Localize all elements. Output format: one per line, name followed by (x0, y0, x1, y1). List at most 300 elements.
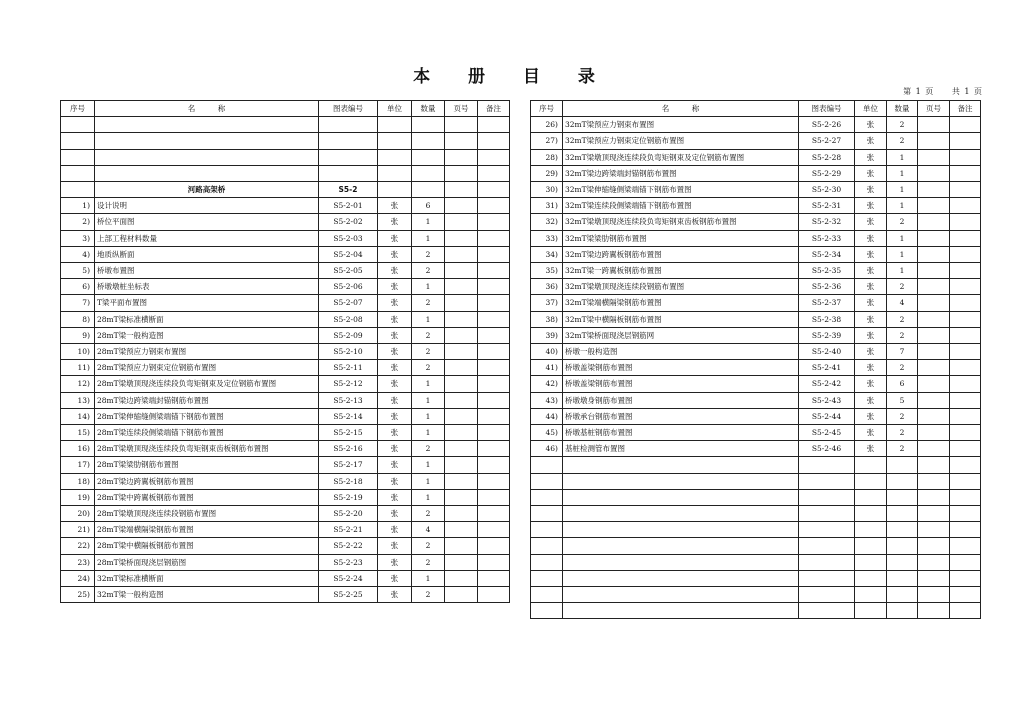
row-note (478, 457, 510, 473)
row-note (478, 246, 510, 262)
table-row (531, 586, 981, 602)
row-note (478, 295, 510, 311)
row-page (445, 149, 478, 165)
row-unit: 张 (855, 295, 887, 311)
row-page (445, 181, 478, 197)
row-unit (855, 554, 887, 570)
row-qty: 1 (887, 165, 918, 181)
header-name: 名 称 (563, 101, 799, 117)
row-qty (887, 457, 918, 473)
row-qty: 4 (412, 522, 445, 538)
row-note (478, 538, 510, 554)
table-row (531, 344, 981, 360)
table-row (531, 311, 981, 327)
table-row (61, 489, 510, 505)
row-number (531, 586, 563, 602)
row-code (799, 603, 855, 619)
row-code: S5-2-33 (799, 230, 855, 246)
table-row (61, 181, 510, 197)
row-number: 4) (61, 246, 95, 262)
row-unit (378, 149, 412, 165)
row-code: S5-2-20 (319, 506, 378, 522)
row-page (445, 408, 478, 424)
row-number (531, 506, 563, 522)
row-note (478, 343, 510, 359)
row-unit: 张 (855, 344, 887, 360)
row-code: S5-2-03 (319, 230, 378, 246)
row-name: 32mT梁墩顶现浇连续段负弯矩钢束齿板钢筋布置图 (563, 214, 799, 230)
row-number (531, 554, 563, 570)
row-unit: 张 (378, 327, 412, 343)
row-note (478, 506, 510, 522)
row-page (445, 311, 478, 327)
row-qty: 1 (412, 376, 445, 392)
row-qty: 2 (887, 360, 918, 376)
row-code: S5-2-29 (799, 165, 855, 181)
row-name: 32mT梁桥面现浇层钢筋网 (563, 327, 799, 343)
table-header-row (61, 101, 510, 117)
row-qty (412, 181, 445, 197)
row-unit: 张 (378, 360, 412, 376)
table-row (531, 182, 981, 198)
row-unit: 张 (855, 182, 887, 198)
table-row (61, 376, 510, 392)
row-page (918, 408, 950, 424)
row-page (445, 522, 478, 538)
row-qty (887, 586, 918, 602)
header-unit: 单位 (378, 101, 412, 117)
row-note (950, 214, 981, 230)
row-qty: 2 (887, 279, 918, 295)
row-note (478, 165, 510, 181)
row-qty (412, 133, 445, 149)
row-page (918, 182, 950, 198)
row-page (445, 538, 478, 554)
row-unit: 张 (855, 263, 887, 279)
table-row (531, 214, 981, 230)
row-name (95, 117, 319, 133)
row-page (445, 506, 478, 522)
row-unit: 张 (855, 117, 887, 133)
row-qty: 1 (887, 149, 918, 165)
row-number: 8) (61, 311, 95, 327)
row-code: S5-2-26 (799, 117, 855, 133)
row-name: 32mT梁梁肋钢筋布置图 (563, 230, 799, 246)
row-qty: 6 (412, 198, 445, 214)
row-qty: 1 (412, 214, 445, 230)
row-note (950, 506, 981, 522)
row-name: 32mT梁预应力钢束定位钢筋布置图 (563, 133, 799, 149)
row-name: 28mT梁伸缩缝侧梁端锚下钢筋布置图 (95, 408, 319, 424)
table-row (531, 327, 981, 343)
row-code: S5-2-12 (319, 376, 378, 392)
row-page (918, 344, 950, 360)
row-qty: 1 (412, 392, 445, 408)
row-name: 28mT梁标准横断面 (95, 311, 319, 327)
row-name: 28mT梁中横隔板钢筋布置图 (95, 538, 319, 554)
table-row (531, 263, 981, 279)
row-unit: 张 (378, 522, 412, 538)
row-unit: 张 (855, 230, 887, 246)
row-number: 18) (61, 473, 95, 489)
row-unit: 张 (855, 311, 887, 327)
row-unit: 张 (855, 214, 887, 230)
row-unit: 张 (378, 506, 412, 522)
row-unit: 张 (378, 538, 412, 554)
row-note (950, 489, 981, 505)
row-qty: 1 (887, 230, 918, 246)
row-code: S5-2-25 (319, 587, 378, 603)
row-qty: 1 (412, 570, 445, 586)
row-unit: 张 (378, 198, 412, 214)
table-row (531, 408, 981, 424)
table-row (531, 425, 981, 441)
table-row (531, 570, 981, 586)
row-qty: 2 (887, 408, 918, 424)
row-unit (378, 133, 412, 149)
row-number: 2) (61, 214, 95, 230)
row-name: 桥墩一般构造图 (563, 344, 799, 360)
row-code: S5-2-09 (319, 327, 378, 343)
row-name: 桥墩盖梁钢筋布置图 (563, 360, 799, 376)
row-number: 24) (61, 570, 95, 586)
table-row (61, 198, 510, 214)
header-note: 备注 (478, 101, 510, 117)
row-note (478, 133, 510, 149)
row-number (61, 181, 95, 197)
row-name (95, 133, 319, 149)
table-row (531, 133, 981, 149)
row-note (950, 263, 981, 279)
header-code: 图表编号 (319, 101, 378, 117)
row-name (563, 570, 799, 586)
catalog-table-right (530, 100, 981, 619)
row-unit: 张 (378, 473, 412, 489)
row-unit: 张 (855, 133, 887, 149)
row-unit (855, 489, 887, 505)
row-unit: 张 (855, 165, 887, 181)
row-code: S5-2-21 (319, 522, 378, 538)
row-unit: 张 (855, 149, 887, 165)
table-row (61, 587, 510, 603)
row-name (563, 522, 799, 538)
row-name (95, 149, 319, 165)
row-code (799, 506, 855, 522)
row-number: 41) (531, 360, 563, 376)
row-code (799, 489, 855, 505)
row-unit: 张 (378, 554, 412, 570)
row-code (319, 133, 378, 149)
row-note (478, 554, 510, 570)
row-page (445, 214, 478, 230)
row-page (445, 554, 478, 570)
row-code: S5-2-27 (799, 133, 855, 149)
header-page: 页号 (918, 101, 950, 117)
row-name: 28mT梁墩顶现浇连续段负弯矩钢束及定位钢筋布置图 (95, 376, 319, 392)
row-page (918, 473, 950, 489)
row-number: 14) (61, 408, 95, 424)
row-code (799, 586, 855, 602)
row-unit: 张 (378, 311, 412, 327)
table-row (61, 506, 510, 522)
row-code (319, 165, 378, 181)
row-name (563, 554, 799, 570)
row-code: S5-2-40 (799, 344, 855, 360)
row-code: S5-2-15 (319, 425, 378, 441)
row-note (950, 246, 981, 262)
row-number: 5) (61, 262, 95, 278)
page-info (889, 86, 982, 97)
table-row (61, 295, 510, 311)
row-number (61, 133, 95, 149)
row-code: S5-2-36 (799, 279, 855, 295)
row-qty (887, 489, 918, 505)
row-unit (855, 457, 887, 473)
row-page (445, 489, 478, 505)
table-row (531, 295, 981, 311)
row-code (799, 473, 855, 489)
row-name: 32mT梁边跨梁端封锚钢筋布置图 (563, 165, 799, 181)
row-number: 37) (531, 295, 563, 311)
row-note (478, 408, 510, 424)
row-note (478, 214, 510, 230)
table-row (531, 360, 981, 376)
row-name: 32mT梁墩顶现浇连续段钢筋布置图 (563, 279, 799, 295)
row-qty: 1 (887, 182, 918, 198)
table-row (61, 149, 510, 165)
row-name: 28mT梁预应力钢束定位钢筋布置图 (95, 360, 319, 376)
row-unit: 张 (378, 570, 412, 586)
row-code (319, 117, 378, 133)
row-qty: 1 (412, 408, 445, 424)
row-number: 29) (531, 165, 563, 181)
row-number (61, 117, 95, 133)
row-code: S5-2-41 (799, 360, 855, 376)
row-name: T梁平面布置图 (95, 295, 319, 311)
row-page (918, 489, 950, 505)
row-page (918, 279, 950, 295)
row-page (918, 198, 950, 214)
row-code: S5-2-02 (319, 214, 378, 230)
table-row (61, 311, 510, 327)
row-qty: 4 (887, 295, 918, 311)
row-note (950, 198, 981, 214)
header-qty: 数量 (887, 101, 918, 117)
row-qty: 2 (887, 311, 918, 327)
row-number: 16) (61, 441, 95, 457)
row-number (61, 149, 95, 165)
row-unit: 张 (378, 230, 412, 246)
row-note (950, 295, 981, 311)
row-name: 上部工程材料数量 (95, 230, 319, 246)
row-number: 42) (531, 376, 563, 392)
row-unit (855, 522, 887, 538)
table-row (61, 441, 510, 457)
row-note (950, 230, 981, 246)
row-page (918, 133, 950, 149)
row-qty: 2 (412, 327, 445, 343)
row-code: S5-2-46 (799, 441, 855, 457)
table-row (61, 408, 510, 424)
header-qty: 数量 (412, 101, 445, 117)
row-qty: 1 (887, 263, 918, 279)
row-name: 32mT梁连续段侧梁端锚下钢筋布置图 (563, 198, 799, 214)
row-number: 13) (61, 392, 95, 408)
row-code (799, 570, 855, 586)
table-row (531, 117, 981, 133)
table-row (531, 246, 981, 262)
row-name (563, 506, 799, 522)
table-row (61, 457, 510, 473)
row-number: 25) (61, 587, 95, 603)
row-name (563, 603, 799, 619)
row-note (950, 279, 981, 295)
row-qty: 2 (412, 360, 445, 376)
row-qty: 2 (412, 506, 445, 522)
row-number: 23) (61, 554, 95, 570)
row-unit: 张 (378, 392, 412, 408)
row-code: S5-2-37 (799, 295, 855, 311)
row-page (918, 586, 950, 602)
row-qty (887, 473, 918, 489)
row-qty (412, 117, 445, 133)
row-code: S5-2-32 (799, 214, 855, 230)
row-code: S5-2-34 (799, 246, 855, 262)
row-code: S5-2-44 (799, 408, 855, 424)
row-unit: 张 (855, 198, 887, 214)
row-code: S5-2-43 (799, 392, 855, 408)
row-code (799, 457, 855, 473)
row-unit: 张 (855, 392, 887, 408)
table-row (61, 327, 510, 343)
row-unit: 张 (378, 425, 412, 441)
table-row (531, 457, 981, 473)
row-qty: 2 (412, 246, 445, 262)
row-note (478, 489, 510, 505)
table-row (531, 603, 981, 619)
row-number: 44) (531, 408, 563, 424)
row-unit (378, 165, 412, 181)
row-qty: 1 (412, 473, 445, 489)
row-qty: 1 (412, 311, 445, 327)
row-page (445, 425, 478, 441)
row-code: S5-2-13 (319, 392, 378, 408)
row-qty: 1 (887, 198, 918, 214)
row-note (950, 311, 981, 327)
row-note (950, 327, 981, 343)
table-row (531, 376, 981, 392)
row-qty: 2 (887, 425, 918, 441)
row-note (950, 554, 981, 570)
row-note (950, 441, 981, 457)
row-qty: 2 (412, 554, 445, 570)
row-note (478, 425, 510, 441)
row-name: 32mT梁伸缩缝侧梁端锚下钢筋布置图 (563, 182, 799, 198)
row-note (950, 522, 981, 538)
row-page (445, 457, 478, 473)
row-unit (378, 181, 412, 197)
row-name: 28mT梁连续段侧梁端锚下钢筋布置图 (95, 425, 319, 441)
table-row (61, 279, 510, 295)
row-page (445, 133, 478, 149)
row-name: 32mT梁端横隔梁钢筋布置图 (563, 295, 799, 311)
row-name: 32mT梁标准横断面 (95, 570, 319, 586)
row-page (445, 198, 478, 214)
row-code: S5-2-38 (799, 311, 855, 327)
row-note (950, 457, 981, 473)
row-number: 7) (61, 295, 95, 311)
row-number: 35) (531, 263, 563, 279)
row-name: 桥墩墩身钢筋布置图 (563, 392, 799, 408)
row-note (950, 376, 981, 392)
row-code: S5-2-11 (319, 360, 378, 376)
row-page (918, 149, 950, 165)
table-row (61, 214, 510, 230)
row-code: S5-2-07 (319, 295, 378, 311)
row-number: 43) (531, 392, 563, 408)
row-page (918, 327, 950, 343)
table-row (531, 392, 981, 408)
row-code (799, 522, 855, 538)
row-code: S5-2-01 (319, 198, 378, 214)
row-qty: 2 (887, 117, 918, 133)
row-page (918, 311, 950, 327)
row-number: 1) (61, 198, 95, 214)
row-note (478, 279, 510, 295)
row-unit: 张 (855, 327, 887, 343)
table-row (61, 117, 510, 133)
table-row (61, 473, 510, 489)
row-name: 桥墩墩桩坐标表 (95, 279, 319, 295)
row-note (950, 473, 981, 489)
row-number (531, 457, 563, 473)
row-unit (855, 538, 887, 554)
row-name (563, 538, 799, 554)
row-number: 39) (531, 327, 563, 343)
table-row (531, 198, 981, 214)
row-number: 3) (61, 230, 95, 246)
row-note (950, 392, 981, 408)
row-unit: 张 (855, 376, 887, 392)
row-code: S5-2 (319, 181, 378, 197)
table-row (61, 165, 510, 181)
row-unit (855, 570, 887, 586)
row-qty: 2 (412, 295, 445, 311)
row-note (478, 522, 510, 538)
row-number: 20) (61, 506, 95, 522)
row-unit (855, 586, 887, 602)
row-name: 32mT梁一跨翼板钢筋布置图 (563, 263, 799, 279)
row-qty: 5 (887, 392, 918, 408)
row-qty: 1 (412, 230, 445, 246)
row-page (445, 246, 478, 262)
table-row (61, 392, 510, 408)
row-note (478, 311, 510, 327)
row-note (478, 392, 510, 408)
row-note (478, 181, 510, 197)
row-number (531, 570, 563, 586)
table-row (61, 343, 510, 359)
row-code: S5-2-22 (319, 538, 378, 554)
row-name: 32mT梁预应力钢束布置图 (563, 117, 799, 133)
row-page (445, 343, 478, 359)
row-code (319, 149, 378, 165)
row-number: 10) (61, 343, 95, 359)
row-number: 36) (531, 279, 563, 295)
row-number: 9) (61, 327, 95, 343)
row-name: 32mT梁边跨翼板钢筋布置图 (563, 246, 799, 262)
row-note (950, 133, 981, 149)
